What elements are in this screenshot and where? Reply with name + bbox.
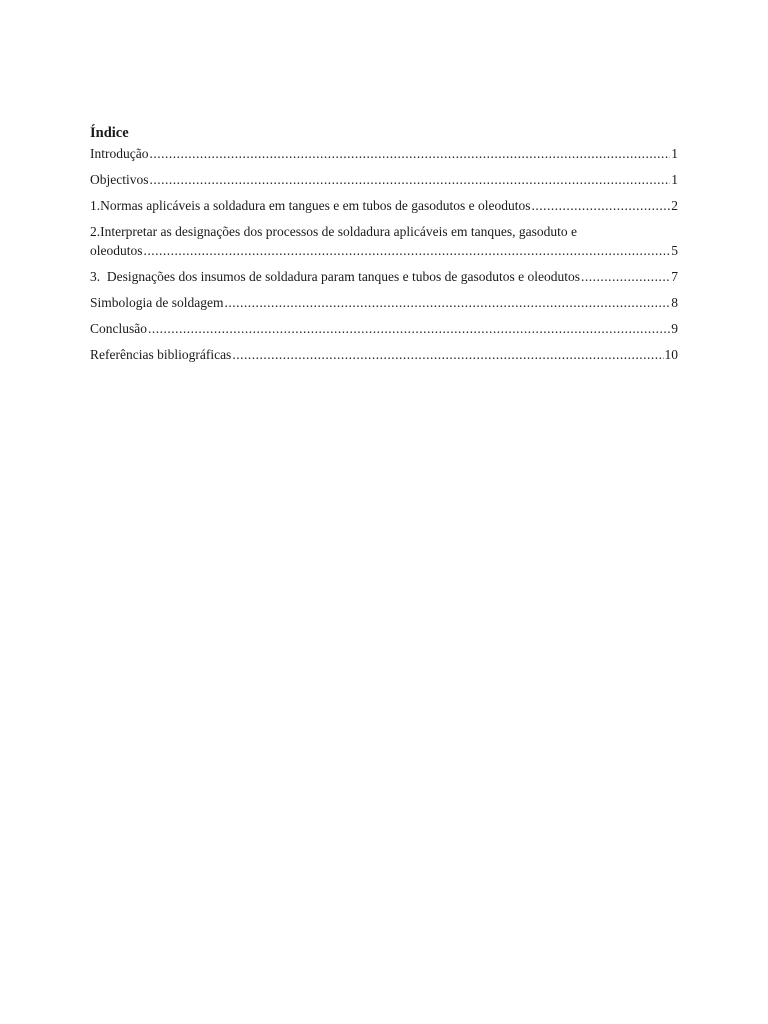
toc-entry-row xyxy=(90,293,678,312)
dot-leader xyxy=(532,196,671,215)
toc-entry-page-number: 1 xyxy=(671,146,678,161)
dot-leader xyxy=(150,170,671,189)
toc-entry-page-number: 9 xyxy=(671,321,678,336)
toc-entry-designacoes[interactable] xyxy=(90,267,678,286)
toc-entry-row xyxy=(90,196,678,215)
toc-entry-title: Simbologia de soldagem xyxy=(90,295,224,310)
toc-entry-title: Objectivos xyxy=(90,172,149,187)
toc-entry-row xyxy=(90,241,678,260)
toc-entry-title: Conclusão xyxy=(90,321,147,336)
toc-entry-title: 1.Normas aplicáveis a soldadura em tangues e em tubos de gasodutos e oleodutos xyxy=(90,198,531,213)
toc-entry-simbologia[interactable] xyxy=(90,293,678,312)
toc-entry-row xyxy=(90,319,678,338)
toc-entry-page-number: 5 xyxy=(671,243,678,258)
table-of-contents xyxy=(90,124,678,371)
toc-entry-interpretar[interactable] xyxy=(90,222,678,260)
toc-entry-title: Introdução xyxy=(90,146,149,161)
toc-entry-title: Referências bibliográficas xyxy=(90,347,232,362)
toc-entry-title-line2: oleodutos xyxy=(90,243,143,258)
toc-entry-referencias[interactable] xyxy=(90,345,678,364)
dot-leader xyxy=(148,319,670,338)
dot-leader xyxy=(144,241,671,260)
dot-leader xyxy=(232,345,663,364)
dot-leader xyxy=(149,144,670,163)
toc-entry-row xyxy=(90,267,678,286)
toc-entry-objectivos[interactable] xyxy=(90,170,678,189)
dot-leader xyxy=(224,293,670,312)
toc-entry-conclusao[interactable] xyxy=(90,319,678,338)
toc-entry-normas[interactable] xyxy=(90,196,678,215)
toc-entry-row xyxy=(90,170,678,189)
toc-entry-title-line1: 2.Interpretar as designações dos processos de soldadura aplicáveis em tanques, gasoduto e xyxy=(90,224,577,239)
toc-entry-page-number: 7 xyxy=(671,269,678,284)
toc-entry-page-number: 2 xyxy=(671,198,678,213)
toc-entry-page-number: 8 xyxy=(671,295,678,310)
toc-entry-row xyxy=(90,345,678,364)
toc-entry-title: 3. Designações dos insumos de soldadura param tanques e tubos de gasodutos e oleodutos xyxy=(90,269,581,284)
toc-entry-row xyxy=(90,144,678,163)
toc-entry-page-number: 10 xyxy=(664,347,678,362)
dot-leader xyxy=(581,267,670,286)
toc-list xyxy=(90,144,678,364)
toc-heading: Índice xyxy=(90,125,129,141)
toc-entry-page-number: 1 xyxy=(671,172,678,187)
toc-entry-introducao[interactable] xyxy=(90,144,678,163)
